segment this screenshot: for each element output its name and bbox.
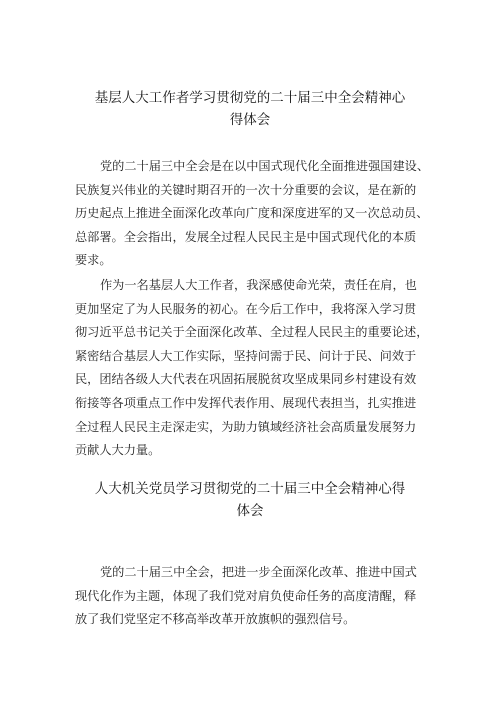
text-line: 彻习近平总书记关于全面深化改革、全过程人民民主的重要论述，	[75, 325, 429, 340]
text-line: 总部署。全会指出，发展全过程人民民主是中国式现代化的本质	[75, 229, 417, 244]
text-line: 作为一名基层人大工作者，我深感使命光荣，责任在肩，也	[100, 278, 417, 292]
text-line: 民族复兴伟业的关键时期召开的一次十分重要的会议，是在新的	[75, 182, 417, 197]
text-line: 衔接等各项重点工作中发挥代表作用、展现代表担当，扎实推进	[75, 395, 417, 410]
section1-title	[60, 87, 440, 131]
text-line: 历史起点上推进全面深化改革向广度和深度进军的又一次总动员、	[75, 206, 429, 221]
text-line: 民，团结各级人大代表在巩固拓展脱贫攻坚成果同乡村建设有效	[75, 372, 417, 387]
text-line: 放了我们党坚定不移高举改革开放旗帜的强烈信号。	[75, 612, 356, 627]
section2-title-line: 人大机关党员学习贯彻党的二十届三中全会精神心得	[94, 481, 406, 497]
text-line: 全过程人民民主走深走实，为助力镇域经济社会高质量发展努力	[75, 419, 417, 434]
section2-paragraph-1	[75, 561, 427, 632]
section2-title-line: 体会	[236, 503, 264, 519]
section2-title	[60, 478, 440, 522]
text-line: 党的二十届三中全会，把进一步全面深化改革、推进中国式	[100, 565, 417, 579]
text-line: 现代化作为主题，体现了我们党对肩负使命任务的高度清醒，释	[75, 588, 417, 603]
text-line: 贡献人大力量。	[75, 443, 161, 458]
text-line: 要求。	[75, 253, 112, 268]
section1-title-line: 得体会	[229, 112, 271, 128]
text-line: 紧密结合基层人大工作实际，坚持问需于民、问计于民、问效于	[75, 348, 417, 363]
section1-paragraph-2	[75, 274, 427, 463]
section1-paragraph-1	[75, 155, 430, 273]
text-line: 党的二十届三中全会是在以中国式现代化全面推进强国建设、	[100, 159, 430, 173]
section1-title-line: 基层人大工作者学习贯彻党的二十届三中全会精神心	[94, 90, 406, 106]
text-line: 更加坚定了为人民服务的初心。在今后工作中，我将深入学习贯	[75, 301, 417, 316]
